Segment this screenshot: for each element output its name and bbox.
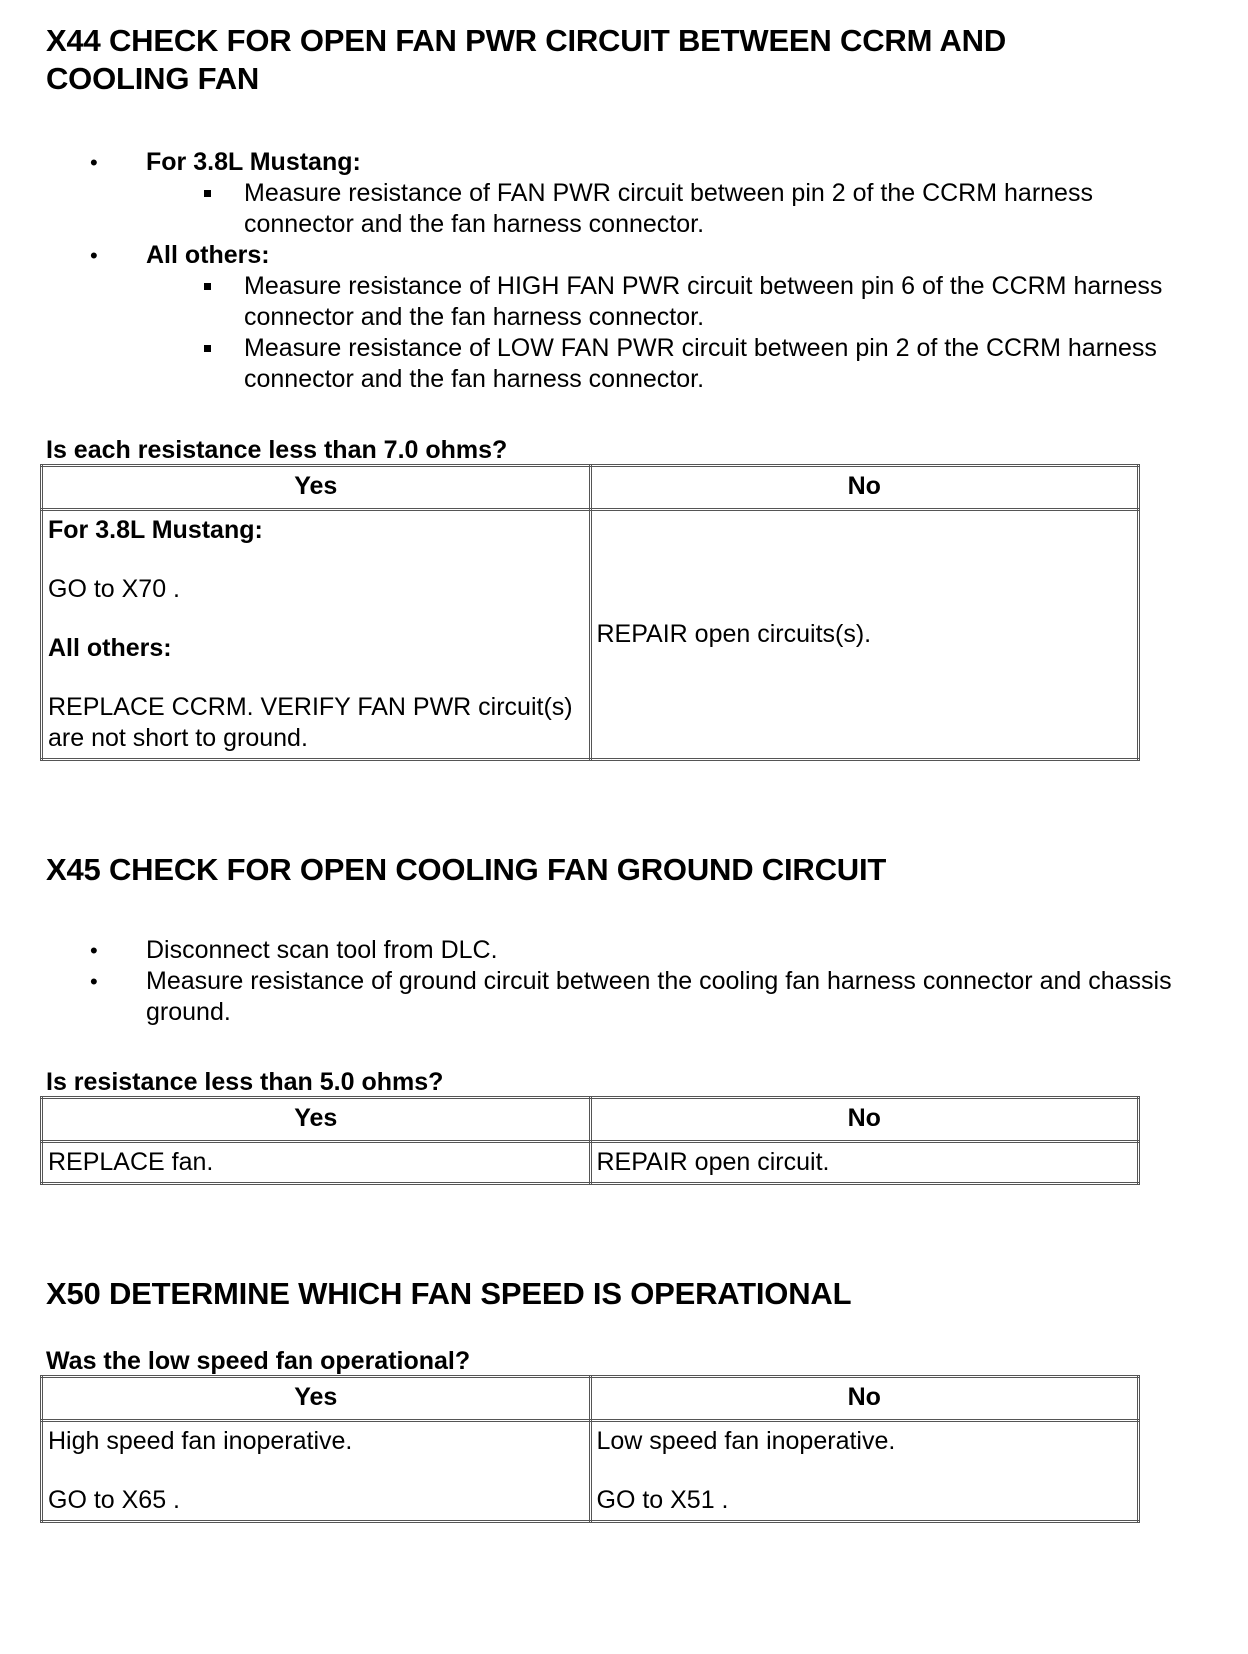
x44-question: Is each resistance less than 7.0 ohms? [46,436,508,464]
bullet-text: Disconnect scan tool from DLC. [146,936,498,964]
yes-line: GO to X70 . [48,575,181,603]
sub-item-text: Measure resistance of LOW FAN PWR circuit between pin 2 of the CCRM harness connector and the fan harness connector. [244,334,1157,393]
square-bullet-icon [204,345,211,352]
bullet-text: Measure resistance of ground circuit between the cooling fan harness connector and chassis ground. [146,967,1172,1026]
yes-cell [42,1421,591,1522]
bullet-dot-icon: • [90,938,98,963]
x44-bullet-mustang [46,147,1206,240]
x45-answer-table [40,1096,1140,1185]
no-header: No [590,1098,1139,1142]
sub-item [146,178,1206,240]
no-line: Low speed fan inoperative. [596,1427,896,1455]
square-bullet-icon [204,190,211,197]
bullet-dot-icon: • [90,969,98,994]
no-text: REPAIR open circuits(s). [596,620,872,648]
section-x44 [46,22,1206,761]
bullet-dot-icon: • [90,243,98,268]
x44-bullet-list [46,147,1206,395]
bullet-label: All others: [146,241,270,269]
yes-line: GO to X65 . [48,1486,181,1514]
yes-header: Yes [42,466,591,510]
no-header: No [590,466,1139,510]
sub-item [146,333,1206,395]
section-x45 [46,851,1206,1185]
x45-bullet [46,935,1206,966]
yes-header: Yes [42,1098,591,1142]
yes-header: Yes [42,1377,591,1421]
x50-question: Was the low speed fan operational? [46,1347,471,1375]
no-cell: REPAIR open circuit. [590,1142,1139,1184]
sub-item-text: Measure resistance of HIGH FAN PWR circuit between pin 6 of the CCRM harness connector and the fan harness connector. [244,272,1163,331]
section-title-x50: X50 DETERMINE WHICH FAN SPEED IS OPERATIONAL [46,1276,852,1311]
x44-bullet-others [46,240,1206,395]
yes-line: All others: [48,634,172,662]
bullet-label: For 3.8L Mustang: [146,148,361,176]
sub-item [146,271,1206,333]
yes-line: High speed fan inoperative. [48,1427,353,1455]
x44-sub-list [146,178,1206,240]
yes-cell: REPLACE fan. [42,1142,591,1184]
x44-sub-list [146,271,1206,395]
x45-bullet [46,966,1206,1028]
section-title-x45: X45 CHECK FOR OPEN COOLING FAN GROUND CIRCUIT [46,852,887,887]
x44-answer-table [40,464,1140,761]
no-line: GO to X51 . [596,1486,729,1514]
yes-line: REPLACE CCRM. VERIFY FAN PWR circuit(s) are not short to ground. [48,693,573,752]
section-title-x44: X44 CHECK FOR OPEN FAN PWR CIRCUIT BETWEEN CCRM AND COOLING FAN [46,23,1007,96]
bullet-dot-icon: • [90,150,98,175]
no-cell [590,1421,1139,1522]
sub-item-text: Measure resistance of FAN PWR circuit between pin 2 of the CCRM harness connector and the fan harness connector. [244,179,1093,238]
x45-bullet-list [46,935,1206,1028]
no-cell [590,510,1139,760]
yes-line: For 3.8L Mustang: [48,516,263,544]
document-page [46,22,1206,1523]
yes-cell [42,510,591,760]
x45-question: Is resistance less than 5.0 ohms? [46,1068,444,1096]
x50-answer-table [40,1375,1140,1523]
section-x50 [46,1275,1206,1523]
no-header: No [590,1377,1139,1421]
square-bullet-icon [204,283,211,290]
